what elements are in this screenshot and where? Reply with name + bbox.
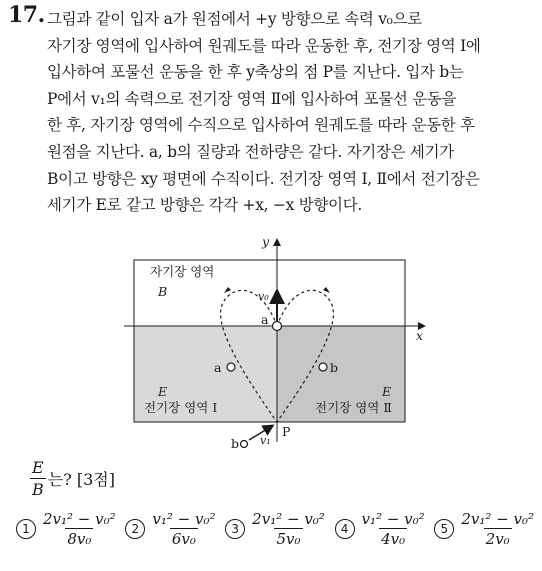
choice-fraction xyxy=(250,510,327,548)
choice-fraction xyxy=(150,510,217,548)
x-axis-label: x xyxy=(416,328,424,343)
particle-a-origin-label: a xyxy=(261,312,269,327)
choice-marker: 5 xyxy=(434,519,454,539)
choice-denominator: 6v₀ xyxy=(171,530,196,548)
field-left-label: 전기장 영역 Ⅰ xyxy=(144,400,218,415)
choice-fraction xyxy=(459,510,536,548)
choice-5[interactable] xyxy=(434,510,536,548)
question-fraction xyxy=(30,458,46,499)
choice-numerator: 2v₁² − v₀² xyxy=(461,510,534,528)
field-right-symbol: E xyxy=(382,384,392,399)
choice-2[interactable] xyxy=(125,510,217,548)
question xyxy=(30,458,115,499)
problem-line: 자기장 영역에 입사하여 원궤도를 따라 운동한 후, 전기장 영역 Ⅰ에 xyxy=(47,36,481,55)
problem-text xyxy=(47,6,537,219)
question-suffix: 는? [3점] xyxy=(47,470,116,489)
particle-a-label: a xyxy=(214,360,222,375)
choice-numerator: 2v₁² − v₀² xyxy=(252,510,325,528)
magnetic-symbol: B xyxy=(158,284,168,299)
question-numerator: E xyxy=(32,458,44,477)
choice-marker: 3 xyxy=(225,519,245,539)
problem-number: 17. xyxy=(8,2,45,28)
problem-line: 그림과 같이 입자 a가 원점에서 +y 방향으로 속력 v₀으로 xyxy=(47,10,422,28)
choice-denominator: 2v₀ xyxy=(485,530,510,548)
particle-b-label: b xyxy=(330,360,339,375)
field-right-label: 전기장 영역 Ⅱ xyxy=(315,400,392,415)
choice-denominator: 5v₀ xyxy=(276,530,301,548)
field-left-symbol: E xyxy=(158,384,168,399)
problem-line: 한 후, 자기장 영역에 수직으로 입사하여 원궤도를 따라 운동한 후 xyxy=(47,116,475,135)
choice-fraction xyxy=(360,510,427,548)
particle-a-origin xyxy=(273,322,282,331)
question-denominator: B xyxy=(32,480,44,499)
choice-numerator: v₁² − v₀² xyxy=(361,510,425,528)
particle-b-start xyxy=(241,441,248,448)
choice-fraction xyxy=(41,510,118,548)
choice-marker: 4 xyxy=(335,519,355,539)
arrow-left-icon xyxy=(224,287,231,293)
choice-denominator: 8v₀ xyxy=(67,530,92,548)
y-axis-label: y xyxy=(262,234,270,249)
problem-line: 입사하여 포물선 운동을 한 후 y축상의 점 P를 지난다. 입자 b는 xyxy=(47,63,464,82)
velocity-v1-label: v₁ xyxy=(260,434,271,447)
choice-numerator: v₁² − v₀² xyxy=(152,510,216,528)
arrow-right-icon xyxy=(323,287,330,293)
particle-b xyxy=(319,363,327,371)
problem-line: P에서 v₁의 속력으로 전기장 영역 Ⅱ에 입사하여 포물선 운동을 xyxy=(47,89,457,108)
choice-1[interactable] xyxy=(16,510,118,548)
particle-b-start-label: b xyxy=(231,436,240,451)
choice-marker: 1 xyxy=(16,519,36,539)
problem-line: B이고 방향은 xy 평면에 수직이다. 전기장 영역 Ⅰ, Ⅱ에서 전기장은 xyxy=(47,169,480,188)
problem-line: 원점을 지난다. a, b의 질량과 전하량은 같다. 자기장은 세기가 xyxy=(47,142,454,161)
choice-4[interactable] xyxy=(335,510,427,548)
magnetic-region-label: 자기장 영역 xyxy=(150,264,215,279)
choice-3[interactable] xyxy=(225,510,327,548)
point-p-label: P xyxy=(282,424,291,439)
particle-a xyxy=(227,363,235,371)
choice-marker: 2 xyxy=(125,519,145,539)
physics-diagram xyxy=(110,230,440,452)
velocity-v0-label: v₀ xyxy=(258,290,269,303)
choice-denominator: 4v₀ xyxy=(381,530,406,548)
problem-line: 세기가 E로 같고 방향은 각각 +x, −x 방향이다. xyxy=(47,196,363,215)
answer-choices xyxy=(16,510,536,548)
choice-numerator: 2v₁² − v₀² xyxy=(43,510,116,528)
